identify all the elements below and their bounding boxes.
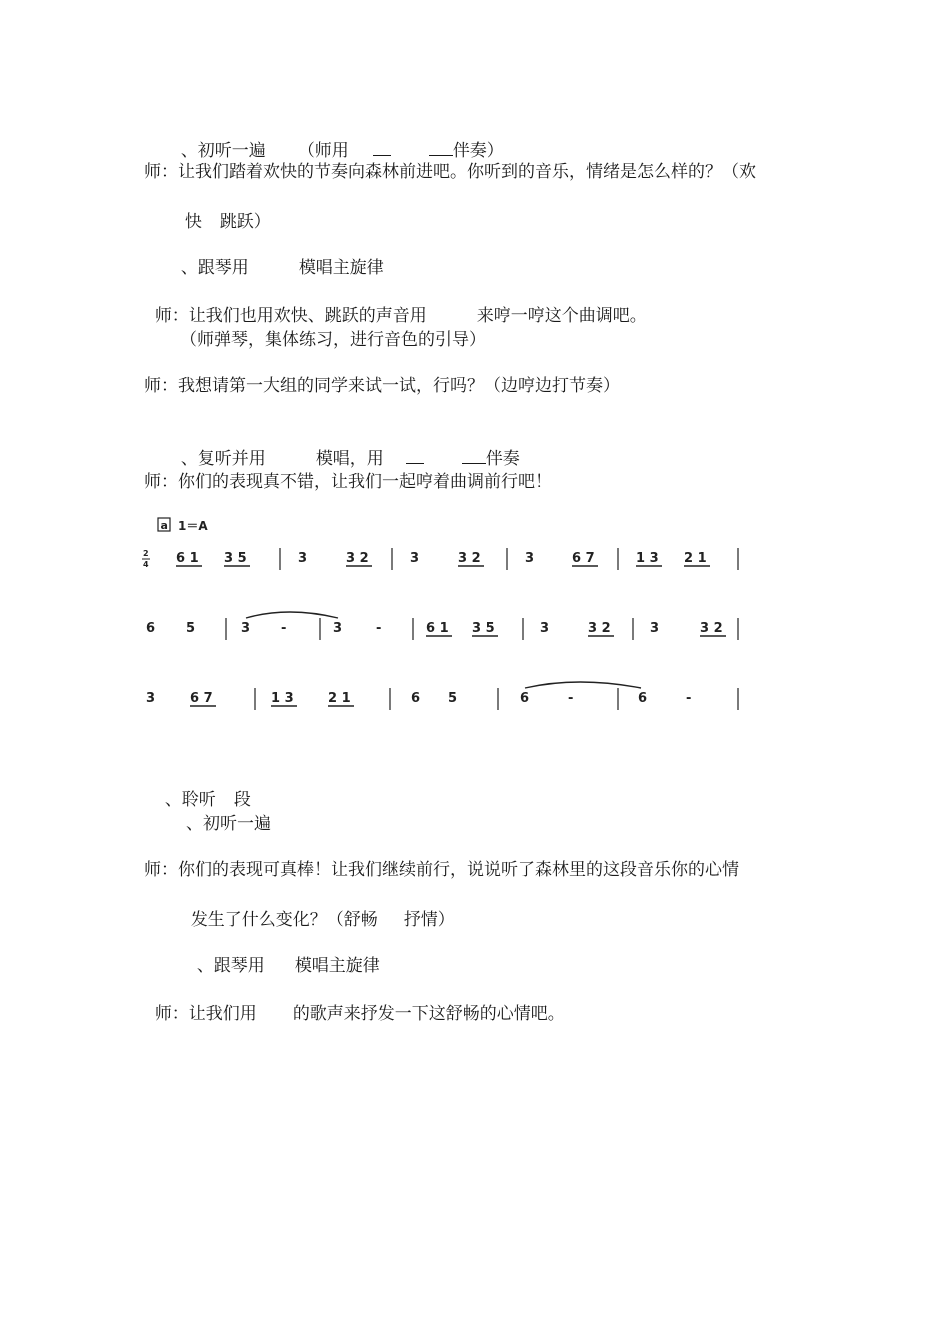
step-follow-piano: [170, 232, 384, 280]
step-text: 模唱，用: [315, 449, 384, 469]
teacher-line-5-cont: [180, 884, 455, 932]
accompany-text: 伴奏）: [452, 141, 504, 161]
jianpu-score: [138, 510, 758, 734]
step-label: 、初听一遍: [180, 141, 266, 161]
score-note: 3 2: [588, 621, 611, 636]
step-first-listen: [170, 114, 504, 163]
teacher-line-4: 师：你们的表现真不错，让我们一起哼着曲调前行吧！: [144, 472, 552, 492]
score-note: 5: [448, 691, 458, 706]
score-note: 1 3: [271, 691, 294, 706]
score-note: 3: [525, 551, 535, 566]
score-note: 6: [411, 691, 421, 706]
score-note: 6 1: [176, 551, 199, 566]
tie-arc: [525, 682, 641, 688]
step-first-listen-b: 、初听一遍: [186, 814, 271, 834]
time-sig-bottom: 4: [143, 560, 149, 569]
tie-arc: [246, 612, 338, 618]
teacher-text: 来哼一哼这个曲调吧。: [476, 306, 647, 326]
teacher-text: 抒情）: [403, 910, 455, 930]
section-label: 、聆听: [164, 790, 216, 810]
fill-blank: [429, 138, 453, 156]
score-note: -: [281, 621, 287, 636]
mood-word: 快: [184, 212, 202, 232]
teacher-text: 发生了什么变化？（舒畅: [190, 910, 378, 930]
score-note: 3 5: [472, 621, 495, 636]
score-note: 3 2: [700, 621, 723, 636]
teacher-line-2: [144, 280, 647, 328]
score-note: 3: [333, 621, 343, 636]
score-note: 6 7: [190, 691, 213, 706]
mood-word: 跳跃）: [219, 212, 271, 232]
score-note: 3: [410, 551, 420, 566]
time-sig-top: 2: [143, 549, 149, 558]
section-label: 段: [233, 790, 251, 810]
accompany-text: 伴奏: [485, 449, 520, 469]
score-note: 3: [146, 691, 156, 706]
score-note: 2 1: [328, 691, 351, 706]
teacher-line-6: [144, 978, 565, 1026]
score-note: 3: [650, 621, 660, 636]
score-note: 2 1: [684, 551, 707, 566]
score-note: 6: [520, 691, 530, 706]
score-note: 3: [540, 621, 550, 636]
step-text: 模唱主旋律: [298, 258, 384, 278]
teacher-line-1: 师：让我们踏着欢快的节奏向森林前进吧。你听到的音乐，情绪是怎么样的？（欢: [144, 162, 756, 182]
step-follow-piano-b: [186, 930, 380, 978]
score-note: -: [686, 691, 692, 706]
teacher-line-3: 师：我想请第一大组的同学来试一试，行吗？（边哼边打节奏）: [144, 376, 620, 396]
step-label: 、复听并用: [180, 449, 266, 469]
score-note: 6 1: [426, 621, 449, 636]
teacher-text: 师：让我们用: [154, 1004, 257, 1024]
key-signature: 1＝A: [178, 519, 208, 533]
teacher-text: 的歌声来抒发一下这舒畅的心情吧。: [292, 1004, 565, 1024]
score-note: -: [568, 691, 574, 706]
fill-blank: [406, 446, 424, 464]
step-label: 、跟琴用: [180, 258, 249, 278]
teacher-line-1-cont: [174, 186, 271, 234]
score-note: 3 5: [224, 551, 247, 566]
score-note: 3 2: [458, 551, 481, 566]
score-note: 6: [146, 621, 156, 636]
fill-blank: [373, 138, 391, 156]
stage-direction: （师弹琴，集体练习，进行音色的引导）: [180, 330, 486, 350]
score-note: 3 2: [346, 551, 369, 566]
step-relisten: [170, 422, 520, 471]
score-note: 6 7: [572, 551, 595, 566]
step-label: 、跟琴用: [196, 956, 265, 976]
section-listen-b: [154, 764, 251, 812]
paren-open-text: （师用: [297, 141, 349, 161]
section-label: a: [160, 519, 168, 532]
score-note: 3: [241, 621, 251, 636]
score-note: -: [376, 621, 382, 636]
score-note: 1 3: [636, 551, 659, 566]
score-note: 3: [298, 551, 308, 566]
teacher-text: 师：让我们也用欢快、跳跃的声音用: [154, 306, 427, 326]
score-note: 6: [638, 691, 648, 706]
score-note: 5: [186, 621, 196, 636]
teacher-line-5: 师：你们的表现可真棒！让我们继续前行，说说听了森林里的这段音乐你的心情: [144, 860, 739, 880]
fill-blank: [462, 446, 486, 464]
step-text: 模唱主旋律: [294, 956, 380, 976]
